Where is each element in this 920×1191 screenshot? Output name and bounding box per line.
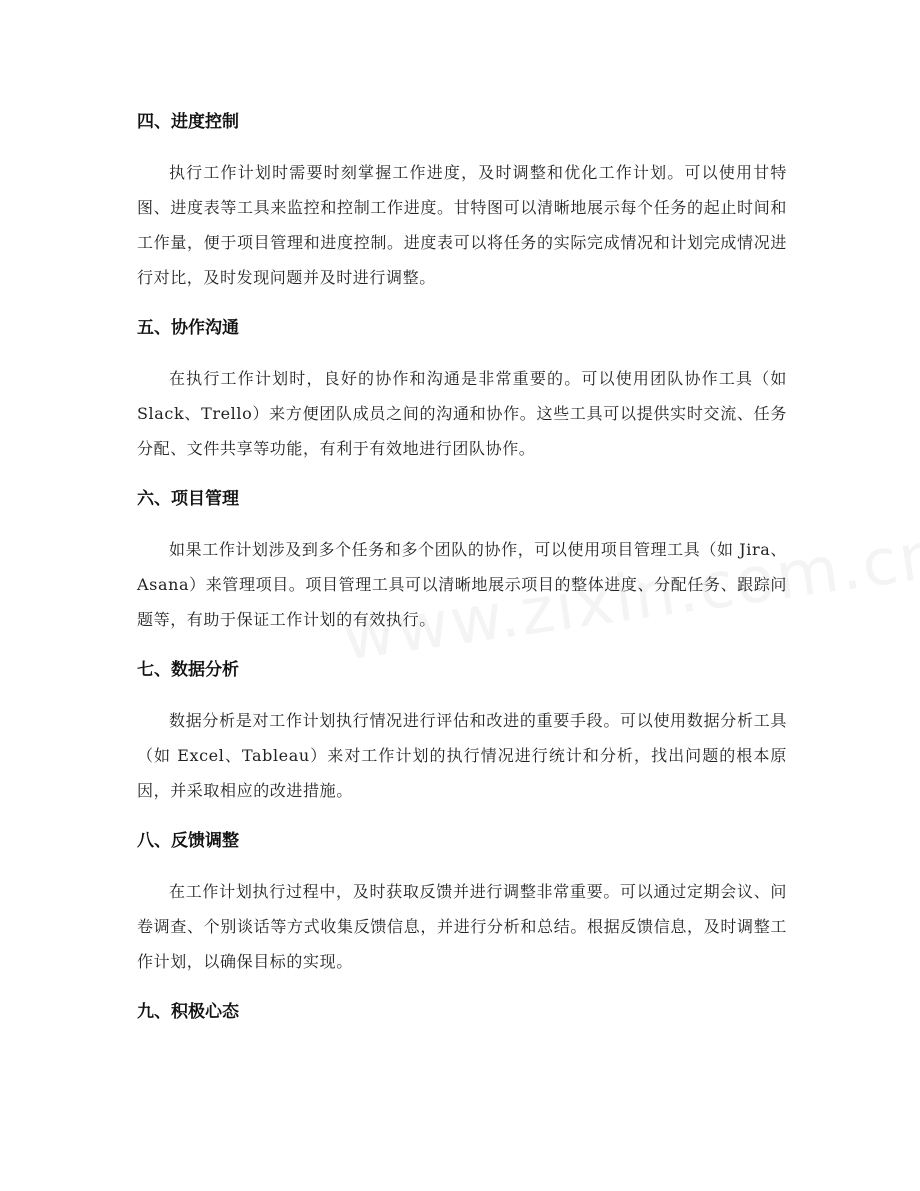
section-paragraph-collaboration: 在执行工作计划时，良好的协作和沟通是非常重要的。可以使用团队协作工具（如 Slack、Trello）来方便团队成员之间的沟通和协作。这些工具可以提供实时交流、任务分配、文件共享等功能，有利于有效地进行团队协作。 [137, 369, 787, 458]
section-heading-project-management: 六、项目管理 [137, 489, 239, 509]
section-heading-data-analysis: 七、数据分析 [137, 660, 239, 680]
section-heading-feedback: 八、反馈调整 [137, 831, 239, 851]
section-heading-positive-mindset: 九、积极心态 [137, 1002, 239, 1022]
section-heading-collaboration: 五、协作沟通 [137, 318, 239, 338]
document-content [137, 108, 787, 1026]
section-paragraph-data-analysis: 数据分析是对工作计划执行情况进行评估和改进的重要手段。可以使用数据分析工具（如 Excel、Tableau）来对工作计划的执行情况进行统计和分析，找出问题的根本原因，并采取相应的改进措施。 [137, 711, 787, 800]
section-paragraph-progress-control: 执行工作计划时需要时刻掌握工作进度，及时调整和优化工作计划。可以使用甘特图、进度表等工具来监控和控制工作进度。甘特图可以清晰地展示每个任务的起止时间和工作量，便于项目管理和进度控制。进度表可以将任务的实际完成情况和计划完成情况进行对比，及时发现问题并及时进行调整。 [137, 163, 787, 287]
section-paragraph-project-management: 如果工作计划涉及到多个任务和多个团队的协作，可以使用项目管理工具（如 Jira、Asana）来管理项目。项目管理工具可以清晰地展示项目的整体进度、分配任务、跟踪问题等，有助于保证工作计划的有效执行。 [137, 540, 787, 629]
section-paragraph-feedback: 在工作计划执行过程中，及时获取反馈并进行调整非常重要。可以通过定期会议、问卷调查、个别谈话等方式收集反馈信息，并进行分析和总结。根据反馈信息，及时调整工作计划，以确保目标的实现。 [137, 882, 787, 971]
section-heading-progress-control: 四、进度控制 [137, 112, 239, 132]
